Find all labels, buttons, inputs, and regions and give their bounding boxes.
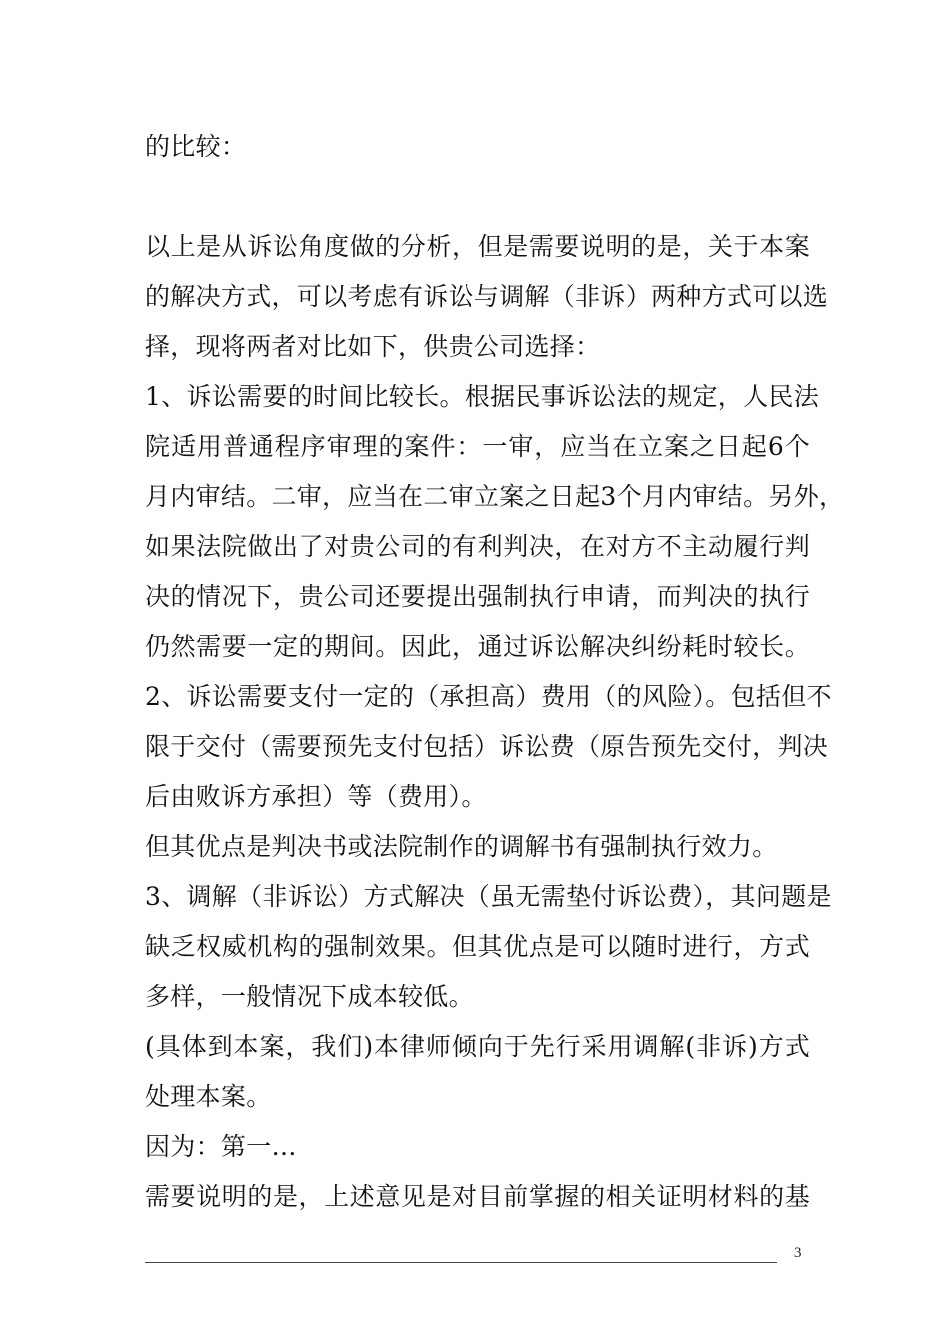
text-line: 择，现将两者对比如下，供贵公司选择：	[145, 332, 601, 361]
text-line: 因为：第一…	[145, 1132, 297, 1161]
text-line: (具体到本案，我们)本律师倾向于先行采用调解(非诉)方式	[145, 1032, 810, 1061]
text-line: 的解决方式，可以考虑有诉讼与调解（非诉）两种方式可以选	[145, 282, 829, 311]
text-line: 决的情况下，贵公司还要提出强制执行申请，而判决的执行	[145, 582, 810, 611]
text-line: 以上是从诉讼角度做的分析，但是需要说明的是，关于本案	[145, 232, 810, 261]
text-line: 限于交付（需要预先支付包括）诉讼费（原告预先交付，判决	[145, 732, 829, 761]
text-line: 2、诉讼需要支付一定的（承担高）费用（的风险）。包括但不	[145, 682, 832, 711]
text-line: 处理本案。	[145, 1082, 272, 1111]
body-text	[145, 122, 845, 1222]
text-line: 的比较：	[145, 132, 247, 161]
text-line: 院适用普通程序审理的案件：一审，应当在立案之日起6个	[145, 432, 810, 461]
text-line: 需要说明的是，上述意见是对目前掌握的相关证明材料的基	[145, 1182, 810, 1211]
text-line: 3、调解（非诉讼）方式解决（虽无需垫付诉讼费），其问题是	[145, 882, 832, 911]
footer-divider	[145, 1262, 777, 1263]
text-line: 但其优点是判决书或法院制作的调解书有强制执行效力。	[145, 832, 778, 861]
text-line: 仍然需要一定的期间。因此，通过诉讼解决纠纷耗时较长。	[145, 632, 810, 661]
text-line: 后由败诉方承担）等（费用）。	[145, 782, 487, 811]
blank-line	[145, 172, 810, 222]
text-line: 1、诉讼需要的时间比较长。根据民事诉讼法的规定，人民法	[145, 382, 820, 411]
text-line: 月内审结。二审，应当在二审立案之日起3个月内审结。另外，	[145, 482, 845, 511]
page-number: 3	[794, 1245, 802, 1261]
text-line: 缺乏权威机构的强制效果。但其优点是可以随时进行，方式	[145, 932, 810, 961]
text-line: 如果法院做出了对贵公司的有利判决，在对方不主动履行判	[145, 532, 810, 561]
text-line: 多样，一般情况下成本较低。	[145, 982, 474, 1011]
